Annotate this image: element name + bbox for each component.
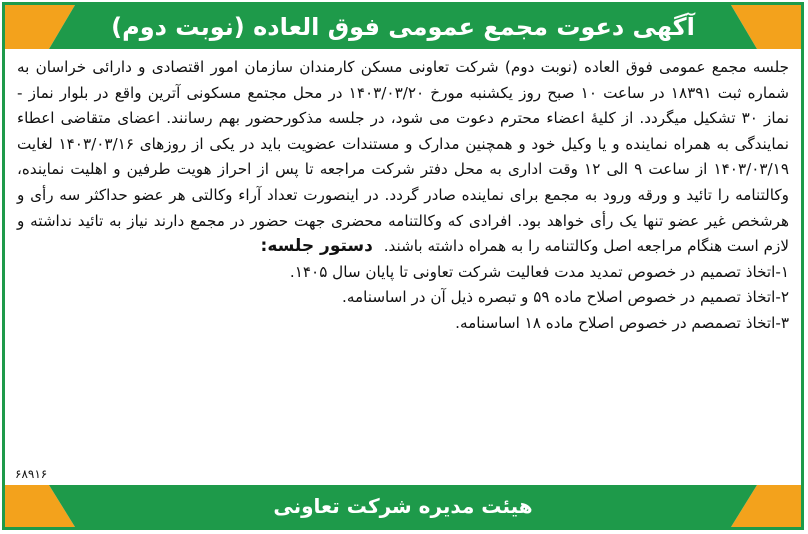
agenda-item: ۳-اتخاذ تصمصم در خصوص اصلاح ماده ۱۸ اساسنامه. <box>455 313 789 332</box>
agenda-item: ۱-اتخاذ تصمیم در خصوص تمدید مدت فعالیت شرکت تعاونی تا پایان سال ۱۴۰۵. <box>289 262 789 281</box>
invitation-paragraph <box>17 55 789 260</box>
signature: هیئت مدیره شرکت تعاونی <box>273 494 533 518</box>
agenda-list <box>17 260 789 337</box>
invitation-text: جلسه مجمع عمومی فوق العاده (نوبت دوم) شرکت تعاونی مسکن کارمندان سازمان امور اقتصادی و دارائی خراسان به شماره ثبت ۱۸۳۹۱ در ساعت ۱۰ صبح روز یکشنبه مورخ ۱۴۰۳/۰۳/۲۰ در محل مجتمع مسکونی آترین واقع در بلوار نماز - نماز ۳۰ تشکیل میگردد. از کلیهٔ اعضاء محترم دعوت می شود، در جلسه مذکورحضور بهم رسانند. اعضای متقاضی اعطاء نمایندگی به همراه نماینده و یا وکیل خود و همچنین مدارک و مستندات عضویت باید در یکی از روزهای ۱۴۰۳/۰۳/۱۶ لغایت ۱۴۰۳/۰۳/۱۹ از ساعت ۹ الی ۱۲ وقت اداری به محل دفتر شرکت مراجعه تا پس از احراز هویت طرفین و اهلیت نماینده، وکالتنامه را تائید و ورقه ورود به مجمع برای نماینده صادر گردد. در اینصورت تعداد آراء وکالتی هر عضو حداکثر سه رأی و هرشخص غیر عضو تنها یک رأی خواهد بود. افرادی که وکالتنامه محضری جهت حضور در مجمع دارند نیاز به تائید نداشته و لازم است هنگام مراجعه اصل وکالتنامه را به همراه داشته باشند. <box>17 58 789 256</box>
agenda-heading: دستور جلسه: <box>260 236 373 257</box>
signature-banner <box>5 485 801 527</box>
advertisement <box>2 2 804 530</box>
notice-title: آگهی دعوت مجمع عمومی فوق العاده (نوبت دوم) <box>111 13 695 41</box>
title-banner <box>5 5 801 49</box>
agenda-item: ۲-اتخاذ تصمیم در خصوص اصلاح ماده ۵۹ و تبصره ذیل آن در اساسنامه. <box>342 288 789 307</box>
ad-code: ۶۸۹۱۶ <box>15 467 48 481</box>
notice-body <box>17 55 789 337</box>
